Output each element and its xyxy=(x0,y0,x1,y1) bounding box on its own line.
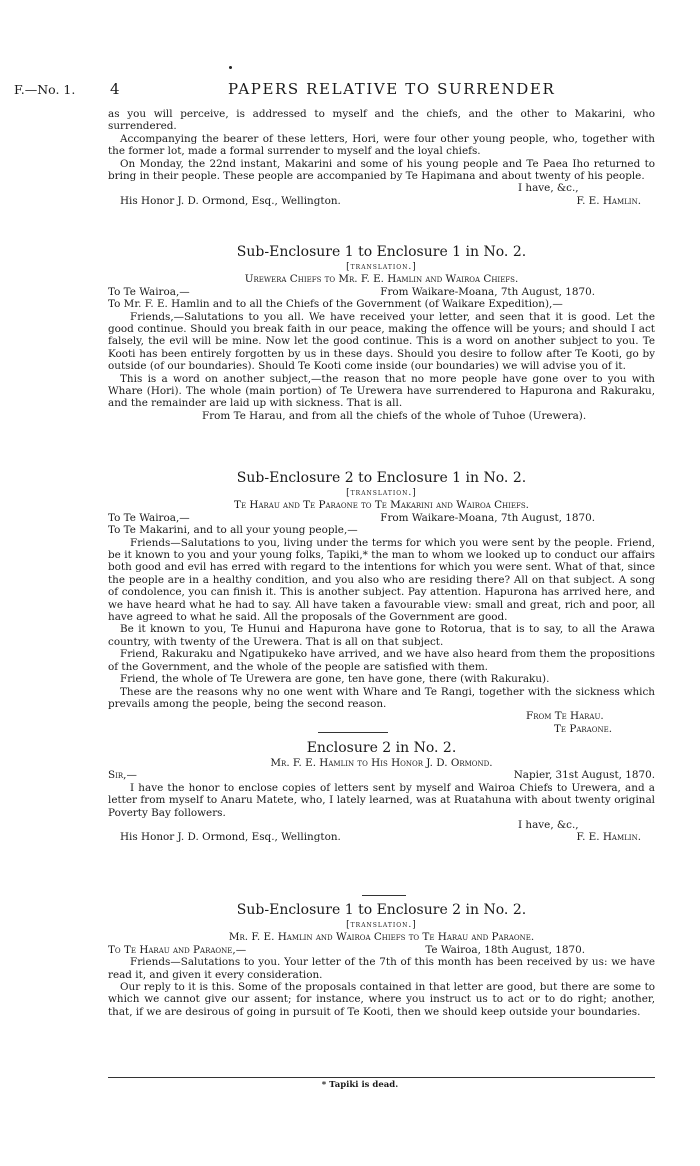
page-number: 4 xyxy=(110,80,120,98)
footnote: * Tapiki is dead. xyxy=(321,1080,399,1090)
enclosure-2 xyxy=(108,740,655,844)
from-line: From Waikare-Moana, 7th August, 1870. xyxy=(380,511,595,524)
paper-reference: F.—No. 1. xyxy=(14,82,76,97)
letter-intro xyxy=(108,108,655,207)
section-title: Sub-Enclosure 2 to Enclosure 1 in No. 2. xyxy=(236,470,527,486)
translation-label: [translation.] xyxy=(346,488,417,498)
paragraph: On Monday, the 22nd instant, Makarini and some of his young people and Te Paea Iho returned to bring in their people. These people are accompanied by Te Hapimana and about twenty of his people. xyxy=(108,157,655,183)
to-line-2: To Mr. F. E. Hamlin and to all the Chiefs of the Government (of Waikare Expedition),— xyxy=(108,298,563,311)
signoff: From Te Harau, and from all the chiefs of the whole of Tuhoe (Urewera). xyxy=(202,409,587,422)
from-line: From Waikare-Moana, 7th August, 1870. xyxy=(380,285,595,298)
paragraph: Our reply to it is this. Some of the proposals contained in that letter are good, but there are some to which we cannot give our assent; for instance, where you instruct us to act or to do right; another, that, if we are desirous of going in pursuit of Te Kooti, then we should keep outside your boundaries. xyxy=(108,981,655,1018)
section-title: Sub-Enclosure 1 to Enclosure 1 in No. 2. xyxy=(236,244,527,260)
section-subtitle: Urewera Chiefs to Mr. F. E. Hamlin and Wairoa Chiefs. xyxy=(244,273,519,286)
to-line: To Te Wairoa,— xyxy=(108,285,190,298)
addressee: His Honor J. D. Ormond, Esq., Wellington. xyxy=(120,831,341,844)
section-title: Enclosure 2 in No. 2. xyxy=(306,740,457,756)
sub-enclosure-3 xyxy=(108,902,655,1018)
print-mark xyxy=(229,66,232,69)
paragraph: I have the honor to enclose copies of letters sent by myself and Wairoa Chiefs to Urewera, and a letter from myself to Anaru Matete, who, I lately learned, was at Ruatahuna with about twenty original Poverty Bay followers. xyxy=(108,781,655,819)
address-row xyxy=(108,944,655,956)
signature: F. E. Hamlin. xyxy=(576,831,641,844)
closing: I have, &c., xyxy=(518,182,579,195)
sub-enclosure-1 xyxy=(108,244,655,422)
signature: Te Paraone. xyxy=(554,722,612,735)
translation-label: [translation.] xyxy=(346,920,417,930)
section-subtitle: Mr. F. E. Hamlin to His Honor J. D. Ormond. xyxy=(270,757,493,769)
signature: F. E. Hamlin. xyxy=(576,194,641,207)
signature: From Te Harau. xyxy=(526,710,604,723)
signature-row xyxy=(108,195,655,207)
place-date: Napier, 31st August, 1870. xyxy=(513,769,655,782)
address-row xyxy=(108,286,655,298)
running-title: PAPERS RELATIVE TO SURRENDER xyxy=(228,80,556,98)
to-line: To Te Harau and Paraone,— xyxy=(108,943,247,956)
paragraph: Friend, Rakuraku and Ngatipukeko have arrived, and we have also heard from them the propositions of the Government, and the whole of the people are satisfied with them. xyxy=(108,648,655,673)
paragraph: These are the reasons why no one went with Whare and Te Rangi, together with the sickness which prevails among the people, being the second reason. xyxy=(108,685,655,710)
paragraph: Be it known to you, Te Hunui and Hapurona have gone to Rotorua, that is to say, to all the Arawa country, with twenty of the Urewera. That is all on that subject. xyxy=(108,623,655,648)
signature-row xyxy=(108,831,655,843)
paragraph: This is a word on another subject,—the reason that no more people have gone over to you with Whare (Hori). The whole (main portion) of Te Urewera have surrendered to Hapurona and Rakuraku, and the remainder are laid up with sickness. That is all. xyxy=(108,372,655,410)
paragraph: Friends,—Salutations to you all. We have received your letter, and seen that it is good. Let the good continue. Should you break faith in our peace, making the offence will be yours; and should I act falsely, the evil will be mine. Now let the good continue. This is a word on another subject to you. Te Kooti has been entirely forgotten by us in these days. Should you desire to follow after Te Kooti, go by outside (of our boundaries). Should Te Kooti come inside (our boundaries) we will advise you of it. xyxy=(108,310,655,373)
sub-enclosure-2 xyxy=(108,470,655,735)
addressee: His Honor J. D. Ormond, Esq., Wellington. xyxy=(120,194,341,207)
closing: I have, &c., xyxy=(518,819,579,832)
paragraph: as you will perceive, is addressed to myself and the chiefs, and the other to Makarini, who surrendered. xyxy=(108,108,655,133)
address-row xyxy=(108,512,655,524)
to-line: To Te Wairoa,— xyxy=(108,511,190,524)
section-divider xyxy=(362,895,406,896)
section-title: Sub-Enclosure 1 to Enclosure 2 in No. 2. xyxy=(236,902,527,918)
translation-label: [translation.] xyxy=(346,262,417,272)
paragraph: Accompanying the bearer of these letters, Hori, were four other young people, who, together with the former lot, made a formal surrender to myself and the loyal chiefs. xyxy=(108,132,655,158)
section-subtitle: Te Harau and Te Paraone to Te Makarini and Wairoa Chiefs. xyxy=(234,499,529,512)
paragraph: Friends—Salutations to you, living under the terms for which you were sent by the people. Friend, be it known to you and your young folks, Tapiki,* the man to whom we looked up to conduct our affairs both good and evil has erred with regard to the intentions for which you were sent. What of that, since the people are in a healthy condition, and you also who are residing there? All on that subject. A song of condolence, you can finish it. This is another subject. Pay attention. Hapurona has arrived here, and we have heard what he had to say. All have taken a favourable view: small and great, rich and poor, all have agreed to what he said. All the proposals of the Government are good. xyxy=(108,536,655,624)
section-subtitle: Mr. F. E. Hamlin and Wairoa Chiefs to Te Harau and Paraone. xyxy=(228,931,535,944)
to-line-2: To Te Makarini, and to all your young people,— xyxy=(108,524,358,537)
section-divider xyxy=(318,732,388,733)
paragraph: Friends—Salutations to you. Your letter of the 7th of this month has been received by us: we have read it, and given it every consideration. xyxy=(108,956,655,981)
salutation: Sir,— xyxy=(108,769,137,782)
footnote-rule xyxy=(108,1077,655,1078)
address-row xyxy=(108,769,655,781)
from-line: Te Wairoa, 18th August, 1870. xyxy=(425,943,585,956)
paragraph: Friend, the whole of Te Urewera are gone, ten have gone, there (with Rakuraku). xyxy=(120,673,550,686)
